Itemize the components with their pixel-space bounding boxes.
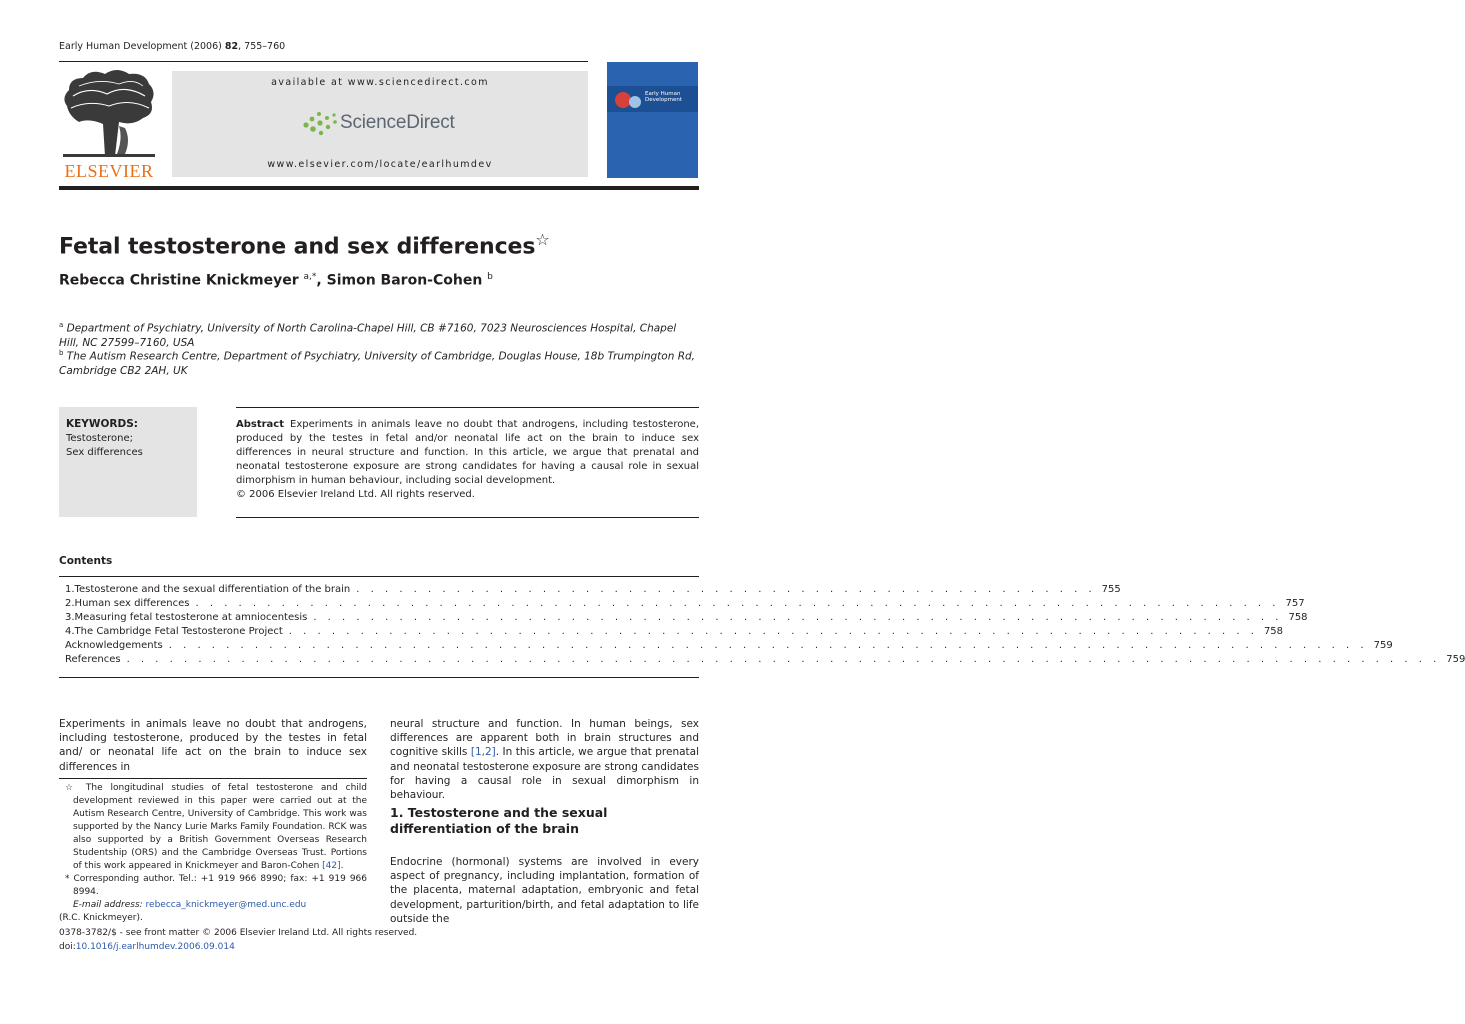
- abstract-text: Experiments in animals leave no doubt that androgens, including testosterone, produced by the testes in fetal and/or neonatal life act on the brain to induce sex differences in neural structure and function. In this article, we argue that prenatal and neonatal testosterone exposure are strong candidates for having a causal role in sexual dimorphism in human behaviour, including social development.: [236, 419, 699, 486]
- toc-leader: . . . . . . . . . . . . . . . . . . . . . . . . . . . . . . . . . . . . . . . . . . . . . . . . . . . . . . . . . . . . . . . . . . . . . . . . . . . . . . . . . . . .: [168, 640, 1368, 651]
- toc-entry[interactable]: [65, 611, 1308, 625]
- toc-page[interactable]: 758: [1263, 626, 1284, 637]
- doi-line: [59, 942, 235, 952]
- journal-name: Early Human Development (2006): [59, 41, 222, 52]
- email-line: [59, 899, 367, 912]
- section-heading: 1. Testosterone and the sexual differentiation of the brain: [390, 805, 608, 836]
- toc-number: 4.: [65, 626, 75, 637]
- affiliation-mark: b: [59, 349, 64, 357]
- issn-line: 0378-3782/$ - see front matter © 2006 Elsevier Ireland Ltd. All rights reserved.: [59, 928, 418, 938]
- toc-leader: . . . . . . . . . . . . . . . . . . . . . . . . . . . . . . . . . . . . . . . . . . . . . . . . . . . . . . . . . . . . . . . . . . . .: [313, 612, 1283, 623]
- article-title: [59, 230, 550, 259]
- affiliation-text: Department of Psychiatry, University of North Carolina-Chapel Hill, CB #7160, 7023 Neurosciences Hospital, Chapel Hill, NC 27599–7160, USA: [59, 322, 677, 349]
- abstract: [236, 418, 699, 502]
- availability-text[interactable]: available at www.sciencedirect.com: [271, 77, 489, 88]
- author-list: Rebecca Christine Knickmeyer $^{a,*}$, Simon Baron-Cohen $^b$: [59, 272, 493, 289]
- affiliation-a: [59, 318, 699, 350]
- doi-label: doi:: [59, 942, 76, 952]
- keywords-box: [59, 407, 197, 517]
- journal-reference: [59, 41, 285, 52]
- abstract-label: Abstract: [236, 419, 285, 430]
- toc-leader: . . . . . . . . . . . . . . . . . . . . . . . . . . . . . . . . . . . . . . . . . . . . . . . . . . . . . . . . . . . . . . . . . . . .: [288, 626, 1258, 637]
- sciencedirect-wordmark: ScienceDirect: [340, 112, 455, 133]
- toc-title[interactable]: The Cambridge Fetal Testosterone Project: [74, 626, 283, 637]
- journal-cover-image: [607, 62, 698, 178]
- email-label: E-mail address:: [73, 900, 143, 910]
- contents-bottom-rule: [59, 677, 699, 678]
- affiliation-b: [59, 346, 699, 378]
- header-thick-rule: [59, 186, 699, 190]
- corresponding-text: Corresponding author. Tel.: +1 919 966 8990; fax: +1 919 966 8994.: [73, 874, 367, 897]
- toc-entry[interactable]: [65, 639, 1393, 653]
- funding-text: The longitudinal studies of fetal testosterone and child development reviewed in this paper were carried out at the Autism Research Centre, University of Cambridge. This work was supported by the Nancy Lurie Marks Family Foundation. RCK was also supported by a British Government Overseas Research Studentship (ORS) and the Cambridge Overseas Trust. Portions of this work appeared in Knickmeyer and Baron-Cohen: [73, 783, 367, 871]
- toc-entry[interactable]: [65, 583, 1121, 597]
- footnote-star-icon: ☆: [65, 783, 79, 793]
- sciencedirect-dots-icon: [300, 109, 340, 139]
- toc-leader: . . . . . . . . . . . . . . . . . . . . . . . . . . . . . . . . . . . . . . . . . . . . . . . . . . . .: [356, 584, 1096, 595]
- sciencedirect-banner: [172, 71, 588, 177]
- author-affiliation-mark[interactable]: a,*: [303, 272, 317, 282]
- elsevier-logo: [59, 66, 159, 182]
- citation-link[interactable]: [1,2]: [470, 746, 496, 759]
- toc-entry[interactable]: [65, 653, 1465, 667]
- abstract-bottom-rule: [236, 517, 699, 518]
- footnote-rule: [59, 778, 367, 779]
- title-footnote-star-icon[interactable]: ☆: [535, 230, 550, 249]
- toc-title[interactable]: Human sex differences: [74, 598, 190, 609]
- affiliation-mark: a: [59, 321, 64, 329]
- toc-leader: . . . . . . . . . . . . . . . . . . . . . . . . . . . . . . . . . . . . . . . . . . . . . . . . . . . . . . . . . . . . . . . . . . . . . . . . . . . . . . . . . . . . . . . . . . . .: [126, 654, 1441, 665]
- keywords-heading: KEYWORDS:: [66, 418, 138, 430]
- doi-link[interactable]: 10.1016/j.earlhumdev.2006.09.014: [75, 942, 235, 952]
- toc-title[interactable]: References: [65, 654, 121, 665]
- contents-top-rule: [59, 576, 699, 577]
- email-link[interactable]: rebecca_knickmeyer@med.unc.edu: [145, 900, 307, 910]
- toc-title[interactable]: Measuring fetal testosterone at amniocentesis: [74, 612, 308, 623]
- citation-link[interactable]: [42]: [322, 861, 341, 871]
- body-paragraph: neural structure and function. In human beings, sex differences are apparent both in brain structures and cognitive skills [1,2]. In this article, we argue that prenatal and neonatal testosterone exposure are strong candidates for having a causal role in sexual dimorphism in behaviour.: [390, 718, 699, 802]
- toc-page[interactable]: 759: [1373, 640, 1393, 651]
- sciencedirect-logo[interactable]: [300, 109, 470, 139]
- toc-page[interactable]: 759: [1446, 654, 1465, 665]
- abstract-top-rule: [236, 407, 699, 408]
- body-paragraph: Endocrine (hormonal) systems are involved in every aspect of pregnancy, including implantation, formation of the placenta, maternal adaptation, embryonic and fetal development, parturition/birth, and fetal adaptation to life outside the: [390, 856, 699, 925]
- toc-leader: . . . . . . . . . . . . . . . . . . . . . . . . . . . . . . . . . . . . . . . . . . . . . . . . . . . . . . . . . . . . . . . . . . . . . . . . . . . .: [195, 598, 1280, 609]
- toc-title[interactable]: Acknowledgements: [65, 640, 163, 651]
- cover-graphic-secondary: [629, 96, 641, 108]
- journal-volume: 82: [224, 41, 239, 52]
- affiliation-text: The Autism Research Centre, Department of Psychiatry, University of Cambridge, Douglas House, 18b Trumpington Rd, Cambridge CB2 2AH, UK: [59, 350, 696, 377]
- elsevier-wordmark: ELSEVIER: [64, 161, 154, 181]
- journal-url[interactable]: www.elsevier.com/locate/earlhumdev: [267, 159, 493, 170]
- author-affiliation-mark[interactable]: b: [487, 272, 493, 282]
- abstract-copyright: © 2006 Elsevier Ireland Ltd. All rights reserved.: [236, 489, 475, 500]
- toc-entry[interactable]: [65, 597, 1305, 611]
- toc-page[interactable]: 758: [1288, 612, 1308, 623]
- footnotes: [59, 782, 367, 925]
- journal-pages: , 755–760: [238, 41, 286, 52]
- toc-number: 2.: [65, 598, 75, 609]
- keyword: Sex differences: [66, 447, 143, 458]
- toc-entry[interactable]: [65, 625, 1284, 639]
- keyword: Testosterone;: [66, 433, 133, 444]
- corresponding-name: (R.C. Knickmeyer).: [59, 913, 143, 923]
- cover-title: Early Human Development: [645, 91, 683, 103]
- toc-page[interactable]: 755: [1101, 584, 1121, 595]
- funding-footnote: ☆ The longitudinal studies of fetal testosterone and child development reviewed in this paper were carried out at the Autism Research Centre, University of Cambridge. This work was supported by the Nancy Lurie Marks Family Foundation. RCK was also supported by a British Government Overseas Research Studentship (ORS) and the Cambridge Overseas Trust. Portions of this work appeared in Knickmeyer and Baron-Cohen [42].: [65, 783, 367, 871]
- author-name: Simon Baron-Cohen: [326, 272, 483, 289]
- toc-page[interactable]: 757: [1285, 598, 1305, 609]
- corresponding-footnote: * Corresponding author. Tel.: +1 919 966 8990; fax: +1 919 966 8994.: [65, 874, 367, 897]
- toc-number: 1.: [65, 584, 75, 595]
- body-paragraph: Experiments in animals leave no doubt that androgens, including testosterone, produced by the testes in fetal and/ or neonatal life act on the brain to induce sex differences in: [59, 718, 367, 773]
- toc-number: 3.: [65, 612, 75, 623]
- article-title-text: Fetal testosterone and sex differences: [59, 234, 536, 260]
- contents-heading: Contents: [59, 555, 113, 567]
- toc-title[interactable]: Testosterone and the sexual differentiation of the brain: [74, 584, 351, 595]
- header-top-rule: [59, 61, 588, 62]
- author-name: Rebecca Christine Knickmeyer: [59, 272, 299, 289]
